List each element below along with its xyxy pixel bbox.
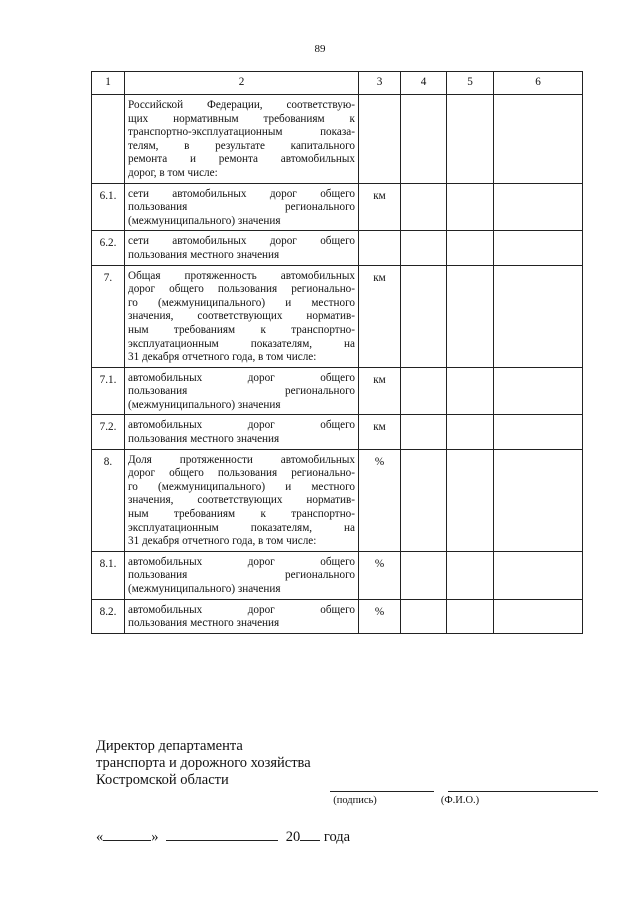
table-row <box>92 265 583 367</box>
indicator-text-line: автомобильных дорог общего <box>128 371 355 384</box>
table-row <box>92 183 583 231</box>
name-caption: (Ф.И.О.) <box>440 795 480 806</box>
indicator-text-line: ным требованиям к транспортно- <box>128 508 355 521</box>
value-cell-col-6 <box>494 367 583 415</box>
indicator-text-line: транспортно-эксплуатационным показа- <box>128 126 355 139</box>
indicator-text-line: дорог общего пользования регионально- <box>128 283 355 296</box>
row-indicator-name <box>125 449 359 551</box>
row-indicator-name <box>125 265 359 367</box>
value-cell-col-4 <box>401 183 447 231</box>
value-cell-col-5 <box>447 599 494 633</box>
signature-block <box>96 738 311 789</box>
value-cell-col-4 <box>401 449 447 551</box>
indicator-text-line: (межмуниципального) значения <box>128 398 281 411</box>
year-blank <box>300 826 320 841</box>
indicator-text-line: 31 декабря отчетного года, в том числе: <box>128 535 317 548</box>
indicator-text-line: пользования регионального <box>128 201 355 214</box>
value-cell-col-6 <box>494 95 583 184</box>
value-cell-col-5 <box>447 449 494 551</box>
column-header: 2 <box>125 72 359 95</box>
value-cell-col-4 <box>401 599 447 633</box>
table-row <box>92 551 583 599</box>
indicator-text-line: дорог общего пользования регионально- <box>128 467 355 480</box>
row-indicator-name <box>125 183 359 231</box>
indicator-text-line: (межмуниципального) значения <box>128 583 281 595</box>
table-header-row <box>92 72 583 95</box>
row-unit <box>359 95 401 184</box>
row-unit: % <box>359 599 401 633</box>
table-row <box>92 599 583 633</box>
indicator-text-line: автомобильных дорог общего <box>128 419 355 432</box>
value-cell-col-5 <box>447 415 494 449</box>
indicator-text-line: телям, в результате капитального <box>128 139 355 152</box>
value-cell-col-5 <box>447 183 494 231</box>
date-line <box>96 826 350 846</box>
row-indicator-name <box>125 599 359 633</box>
indicator-text-line: го (межмуниципального) и местного <box>128 480 355 493</box>
indicator-text-line: эксплуатационным показателям, на <box>128 521 355 534</box>
column-header: 4 <box>401 72 447 95</box>
row-number: 7.1. <box>92 367 125 415</box>
column-header: 1 <box>92 72 125 95</box>
row-number: 7.2. <box>92 415 125 449</box>
name-field-line <box>448 791 598 792</box>
row-indicator-name <box>125 367 359 415</box>
signature-line: Директор департамента <box>96 738 243 754</box>
indicator-text-line: сети автомобильных дорог общего <box>128 187 355 200</box>
indicator-text-line: пользования местного значения <box>128 617 280 630</box>
value-cell-col-5 <box>447 95 494 184</box>
value-cell-col-5 <box>447 551 494 599</box>
date-open-quote: « <box>96 829 104 845</box>
column-header: 5 <box>447 72 494 95</box>
row-unit <box>359 231 401 265</box>
indicator-text-line: значения, соответствующих норматив- <box>128 494 355 507</box>
row-number: 6.2. <box>92 231 125 265</box>
indicator-text-line: эксплуатационным показателям, на <box>128 337 355 350</box>
indicator-text-line: дорог, в том числе: <box>128 166 218 179</box>
column-header: 3 <box>359 72 401 95</box>
value-cell-col-6 <box>494 265 583 367</box>
row-number <box>92 95 125 184</box>
month-blank <box>166 826 278 841</box>
row-unit: км <box>359 367 401 415</box>
value-cell-col-4 <box>401 231 447 265</box>
indicator-text-line: (межмуниципального) значения <box>128 214 281 227</box>
value-cell-col-4 <box>401 415 447 449</box>
signature-caption: (подпись) <box>333 795 377 806</box>
value-cell-col-6 <box>494 415 583 449</box>
value-cell-col-6 <box>494 599 583 633</box>
row-unit: км <box>359 183 401 231</box>
row-indicator-name <box>125 551 359 599</box>
indicator-text-line: значения, соответствующих норматив- <box>128 310 355 323</box>
date-close-quote: » <box>151 829 159 845</box>
indicator-text-line: щих нормативным требованиям к <box>128 112 355 125</box>
value-cell-col-4 <box>401 95 447 184</box>
row-unit: % <box>359 449 401 551</box>
row-indicator-name <box>125 231 359 265</box>
row-number: 8. <box>92 449 125 551</box>
signature-line: транспорта и дорожного хозяйства <box>96 755 311 771</box>
table-row <box>92 449 583 551</box>
value-cell-col-5 <box>447 231 494 265</box>
table-row <box>92 95 583 184</box>
value-cell-col-4 <box>401 265 447 367</box>
indicator-text-line: Российской Федерации, соответствую- <box>128 99 355 111</box>
day-blank <box>103 826 151 841</box>
indicator-text-line: ным требованиям к транспортно- <box>128 323 355 336</box>
column-header: 6 <box>494 72 583 95</box>
page-number: 89 <box>314 43 326 55</box>
row-unit: км <box>359 415 401 449</box>
indicator-text-line: сети автомобильных дорог общего <box>128 235 355 248</box>
year-prefix: 20 <box>285 829 301 845</box>
indicator-text-line: 31 декабря отчетного года, в том числе: <box>128 351 317 364</box>
value-cell-col-5 <box>447 367 494 415</box>
value-cell-col-6 <box>494 449 583 551</box>
row-indicator-name <box>125 95 359 184</box>
indicator-text-line: пользования регионального <box>128 569 355 582</box>
indicator-text-line: Доля протяженности автомобильных <box>128 453 355 466</box>
indicator-text-line: пользования регионального <box>128 385 355 398</box>
indicator-text-line: Общая протяженность автомобильных <box>128 269 355 282</box>
value-cell-col-6 <box>494 551 583 599</box>
value-cell-col-5 <box>447 265 494 367</box>
indicator-text-line: го (межмуниципального) и местного <box>128 296 355 309</box>
year-suffix: года <box>323 829 351 845</box>
value-cell-col-4 <box>401 367 447 415</box>
row-number: 8.2. <box>92 599 125 633</box>
table-row <box>92 231 583 265</box>
indicator-text-line: пользования местного значения <box>128 248 280 261</box>
value-cell-col-6 <box>494 231 583 265</box>
row-number: 7. <box>92 265 125 367</box>
indicator-text-line: автомобильных дорог общего <box>128 603 355 616</box>
row-unit: % <box>359 551 401 599</box>
indicator-text-line: пользования местного значения <box>128 433 280 446</box>
value-cell-col-4 <box>401 551 447 599</box>
row-number: 8.1. <box>92 551 125 599</box>
indicators-table <box>91 71 583 634</box>
signature-field-line <box>330 791 434 792</box>
table-row <box>92 367 583 415</box>
indicator-text-line: ремонта и ремонта автомобильных <box>128 153 355 166</box>
row-indicator-name <box>125 415 359 449</box>
row-number: 6.1. <box>92 183 125 231</box>
signature-line: Костромской области <box>96 772 229 788</box>
value-cell-col-6 <box>494 183 583 231</box>
indicator-text-line: автомобильных дорог общего <box>128 555 355 568</box>
row-unit: км <box>359 265 401 367</box>
table-row <box>92 415 583 449</box>
